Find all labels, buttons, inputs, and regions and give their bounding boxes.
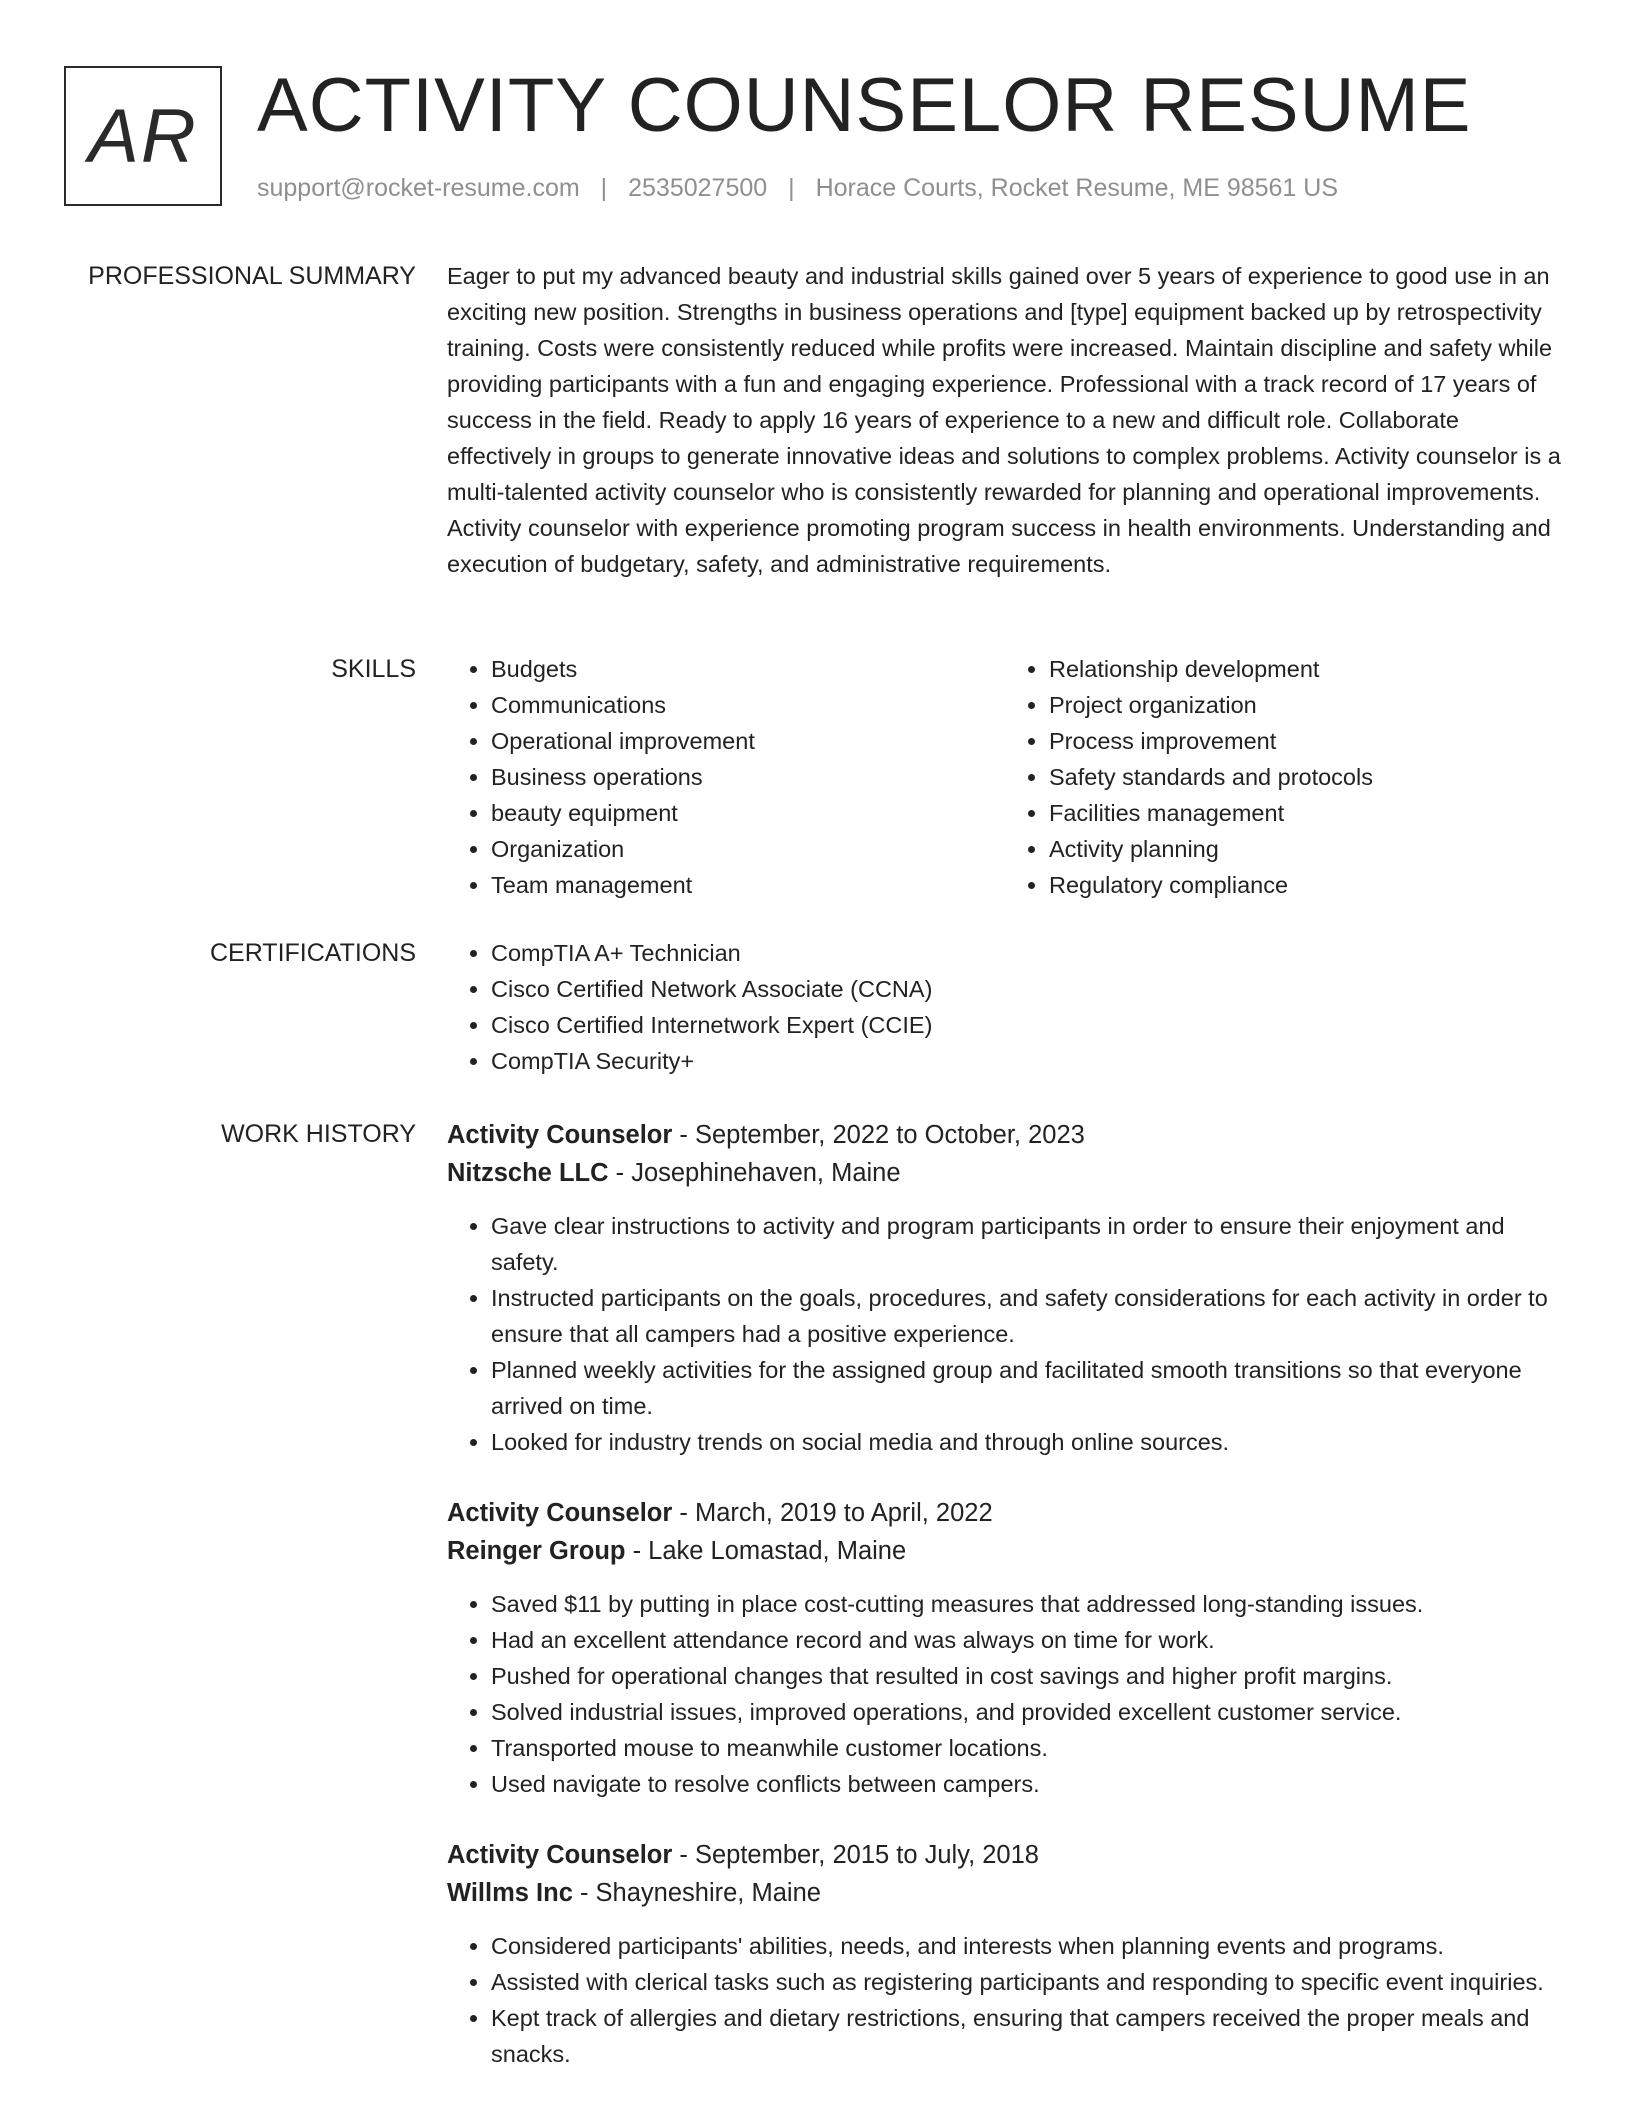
job-entry (447, 1494, 1563, 1802)
certifications-list (447, 935, 1563, 1079)
job-duties (447, 1208, 1563, 1460)
job-company: Reinger Group (447, 1537, 626, 1565)
job-company-line (447, 1874, 1563, 1912)
job-company-line (447, 1532, 1563, 1570)
job-title: Activity Counselor (447, 1121, 673, 1149)
job-duties (447, 1928, 1563, 2072)
contact-separator: | (600, 174, 608, 202)
job-duty: • Considered participants' abilities, needs, and interests when planning events and programs. (491, 1928, 1563, 1964)
job-duty: • Looked for industry trends on social media and through online sources. (491, 1424, 1563, 1460)
job-duty: • Planned weekly activities for the assigned group and facilitated smooth transitions so that everyone arrived on time. (491, 1352, 1563, 1424)
job-dates: - September, 2022 to October, 2023 (672, 1121, 1085, 1149)
certification-item: • CompTIA A+ Technician (491, 935, 1563, 971)
job-duty: • Instructed participants on the goals, procedures, and safety considerations for each activity in order to ensure that all campers had a positive experience. (491, 1280, 1563, 1352)
contact-line (257, 174, 1338, 203)
skill-item: • Activity planning (1049, 831, 1563, 867)
certification-item: • Cisco Certified Network Associate (CCNA) (491, 971, 1563, 1007)
job-title-line (447, 1836, 1563, 1874)
skill-item: • Organization (491, 831, 1005, 867)
job-location: - Josephinehaven, Maine (608, 1159, 901, 1187)
job-entry (447, 1836, 1563, 2072)
certifications-body (447, 935, 1563, 1079)
skill-item: • Process improvement (1049, 723, 1563, 759)
contact-email[interactable]: support@rocket-resume.com (257, 174, 580, 202)
skill-item: • Communications (491, 687, 1005, 723)
skill-item: • Business operations (491, 759, 1005, 795)
job-duty: • Assisted with clerical tasks such as registering participants and responding to specific event inquiries. (491, 1964, 1563, 2000)
contact-separator: | (788, 174, 795, 202)
skills-list-left (447, 651, 1005, 903)
job-duty: • Transported mouse to meanwhile customer locations. (491, 1730, 1563, 1766)
job-company: Nitzsche LLC (447, 1159, 609, 1187)
skill-item: • beauty equipment (491, 795, 1005, 831)
section-label-work-history: WORK HISTORY (221, 1120, 416, 1148)
job-title: Activity Counselor (447, 1841, 673, 1869)
job-title-line (447, 1116, 1563, 1154)
skill-item: • Safety standards and protocols (1049, 759, 1563, 795)
job-duty: • Had an excellent attendance record and was always on time for work. (491, 1622, 1563, 1658)
skill-item: • Operational improvement (491, 723, 1005, 759)
summary-text: Eager to put my advanced beauty and industrial skills gained over 5 years of experience to good use in an exciting new position. Strengths in business operations and [type] equipment backed up by retrospectivity training. Costs were consistently reduced while profits were increased. Maintain discipline and safety while providing participants with a fun and engaging experience. Professional with a track record of 17 years of success in the field. Ready to apply 16 years of experience to a new and difficult role. Collaborate effectively in groups to generate innovative ideas and solutions to complex problems. Activity counselor is a multi-talented activity counselor who is consistently rewarded for planning and operational improvements. Activity counselor with experience promoting program success in health environments. Understanding and execution of budgetary, safety, and administrative requirements. (447, 263, 1561, 577)
resume-header (64, 63, 1564, 216)
job-duty: • Used navigate to resolve conflicts between campers. (491, 1766, 1563, 1802)
skill-item: • Regulatory compliance (1049, 867, 1563, 903)
job-duties (447, 1586, 1563, 1802)
job-entry (447, 1116, 1563, 1460)
skill-item: • Team management (491, 867, 1005, 903)
skill-item: • Budgets (491, 651, 1005, 687)
skill-item: • Project organization (1049, 687, 1563, 723)
certification-item: • CompTIA Security+ (491, 1043, 1563, 1079)
work-history-body (447, 1116, 1563, 2106)
job-company-line (447, 1154, 1563, 1192)
skill-item: • Facilities management (1049, 795, 1563, 831)
initials-monogram: AR (64, 66, 222, 206)
section-label-certifications: CERTIFICATIONS (209, 939, 416, 967)
certification-item: • Cisco Certified Internetwork Expert (CCIE) (491, 1007, 1563, 1043)
section-label-skills: SKILLS (331, 655, 416, 683)
job-title-line (447, 1494, 1563, 1532)
job-duty: • Solved industrial issues, improved operations, and provided excellent customer service. (491, 1694, 1563, 1730)
skills-list-right (1005, 651, 1563, 903)
skills-grid (447, 651, 1563, 903)
job-dates: - March, 2019 to April, 2022 (672, 1499, 993, 1527)
contact-address: Horace Courts, Rocket Resume, ME 98561 US (815, 174, 1339, 202)
job-duty: • Kept track of allergies and dietary restrictions, ensuring that campers received the proper meals and snacks. (491, 2000, 1563, 2072)
resume-title: ACTIVITY COUNSELOR RESUME (257, 63, 1472, 148)
contact-phone[interactable]: 2535027500 (628, 174, 768, 202)
job-company: Willms Inc (447, 1879, 573, 1907)
summary-body (447, 258, 1563, 582)
job-title: Activity Counselor (447, 1499, 673, 1527)
job-location: - Shayneshire, Maine (572, 1879, 821, 1907)
job-location: - Lake Lomastad, Maine (625, 1537, 907, 1565)
job-duty: • Pushed for operational changes that resulted in cost savings and higher profit margins. (491, 1658, 1563, 1694)
section-label-summary: PROFESSIONAL SUMMARY (88, 262, 416, 290)
job-duty: • Saved $11 by putting in place cost-cutting measures that addressed long-standing issues. (491, 1586, 1563, 1622)
job-duty: • Gave clear instructions to activity and program participants in order to ensure their enjoyment and safety. (491, 1208, 1563, 1280)
job-dates: - September, 2015 to July, 2018 (672, 1841, 1039, 1869)
skill-item: • Relationship development (1049, 651, 1563, 687)
